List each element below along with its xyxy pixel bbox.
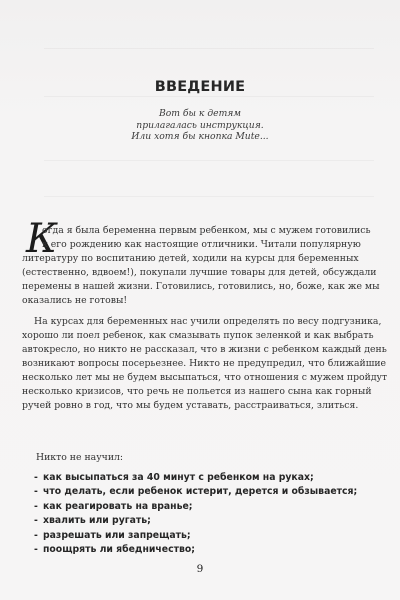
list-item-text: поощрять ли ябедничество;	[43, 544, 195, 556]
bleed-through-line	[44, 160, 374, 161]
second-paragraph	[22, 315, 388, 413]
dash-marker: -	[34, 486, 38, 498]
list-item	[34, 500, 357, 514]
text-line: литературу по воспитанию детей, ходили на курсы для беременных	[22, 253, 359, 264]
epigraph-line: прилагалась инструкция.	[136, 119, 264, 131]
list-item-text: хвалить или ругать;	[43, 515, 151, 527]
dash-marker: -	[34, 529, 38, 541]
epigraph	[0, 108, 400, 143]
epigraph-line: Вот бы к детям	[158, 108, 241, 119]
list-item	[34, 529, 357, 543]
epigraph-line: Или хотя бы кнопка Mute...	[131, 131, 269, 143]
drop-cap: К	[26, 216, 57, 262]
bleed-through-line	[44, 48, 374, 49]
text-line: перемены в нашей жизни. Готовились, готовились, но, боже, как же мы	[22, 281, 380, 292]
text-line: несколько кризисов, что речь не польется из нашего сына как горный	[22, 386, 372, 397]
list-item-text: как реагировать на вранье;	[43, 500, 193, 512]
text-line: автокресло, но никто не рассказал, что в жизни с ребенком каждый день	[22, 344, 387, 355]
page-number: 9	[196, 563, 204, 575]
bullet-list	[34, 471, 357, 557]
list-item	[34, 485, 357, 499]
dash-marker: -	[34, 544, 38, 556]
text-line: (естественно, вдвоем!), покупали лучшие товары для детей, обсуждали	[22, 267, 377, 278]
list-item-text: что делать, если ребенок истерит, дерется и обзывается;	[43, 486, 358, 498]
chapter-heading: ВВЕДЕНИЕ	[154, 79, 246, 95]
text-line: оказались не готовы!	[22, 295, 128, 306]
text-line: несколько лет мы не будем высыпаться, что отношения с мужем пройдут	[22, 372, 388, 383]
list-item-text: как высыпаться за 40 минут с ребенком на руках;	[43, 472, 314, 483]
text-line: к его рождению как настоящие отличники. Читали популярную	[42, 239, 361, 250]
intro-paragraph	[22, 224, 380, 308]
list-item	[34, 543, 357, 557]
dash-marker: -	[34, 515, 38, 527]
text-line: огда я была беременна первым ребенком, мы с мужем готовились	[42, 225, 371, 236]
list-item	[34, 514, 357, 528]
dash-marker: -	[34, 500, 38, 512]
text-line: возникают вопросы посерьезнее. Никто не предупредил, что ближайшие	[22, 358, 387, 369]
list-intro: Никто не научил:	[36, 452, 124, 463]
bleed-through-line	[44, 96, 374, 97]
dash-marker: -	[34, 472, 38, 483]
list-item	[34, 471, 357, 485]
text-line: На курсах для беременных нас учили определять по весу подгузника,	[34, 316, 382, 327]
bleed-through-line	[44, 196, 374, 197]
list-item-text: разрешать или запрещать;	[43, 529, 191, 541]
text-line: ручей ровно в год, что мы будем уставать, расстраиваться, злиться.	[22, 400, 359, 411]
text-line: хорошо ли поел ребенок, как смазывать пупок зеленкой и как выбрать	[22, 330, 374, 341]
